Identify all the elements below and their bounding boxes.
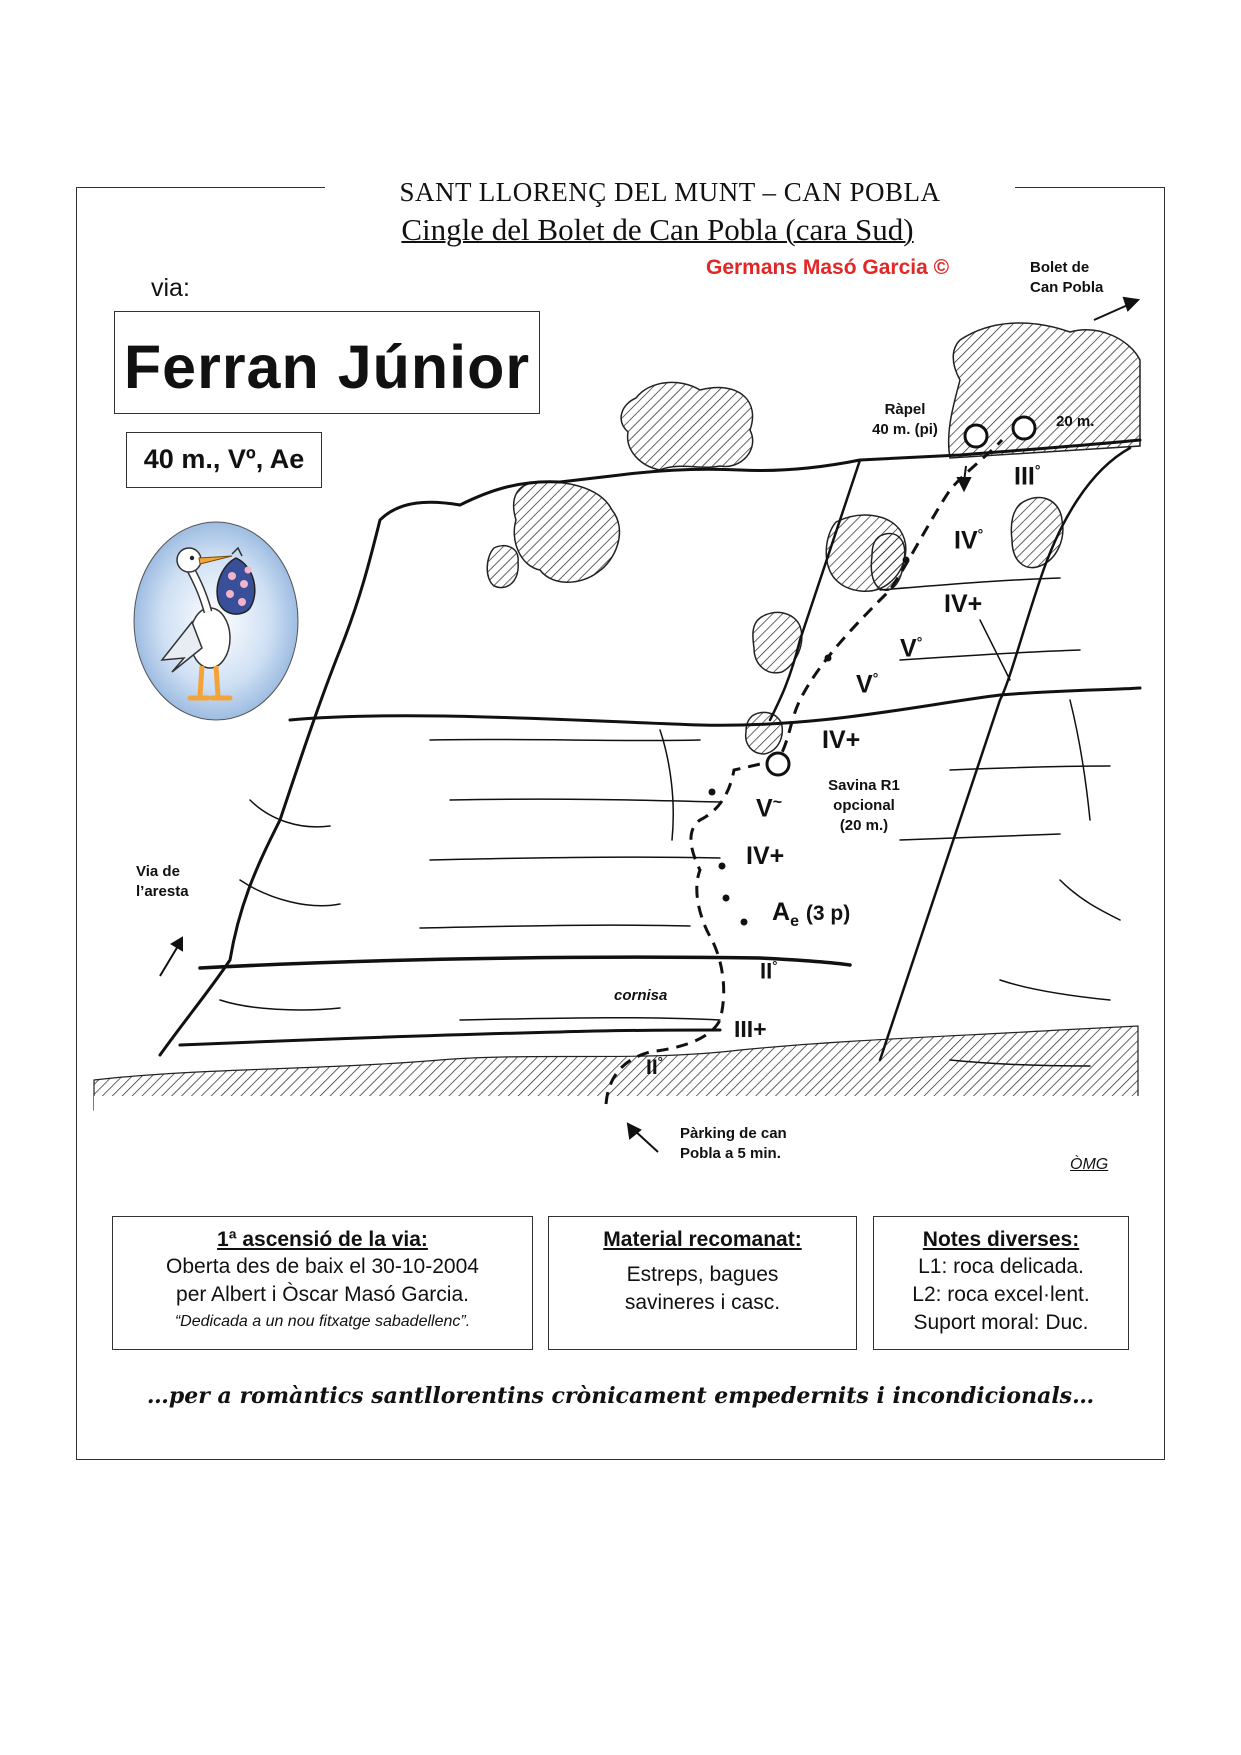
copyright-notice: Germans Masó Garcia © bbox=[706, 256, 950, 279]
grade-IV-top: IV° bbox=[954, 526, 984, 555]
belay-top bbox=[1013, 417, 1035, 439]
route-summary: 40 m., Vº, Ae bbox=[143, 444, 305, 474]
rapel-label: Ràpel 40 m. (pi) bbox=[872, 401, 938, 438]
grade-V-tilde: V~ bbox=[756, 794, 783, 823]
notes-title: Notes diverses: bbox=[922, 1228, 1080, 1251]
author-mark: ÒMG bbox=[1070, 1156, 1109, 1173]
first-ascent-box bbox=[112, 1216, 533, 1350]
crag-title: Cingle del Bolet de Can Pobla (cara Sud) bbox=[401, 212, 914, 247]
cornisa-label: cornisa bbox=[614, 987, 668, 1004]
belay-rapel bbox=[965, 425, 987, 447]
aresta-label: Via de l’aresta bbox=[136, 863, 189, 900]
material-line2: savineres i casc. bbox=[624, 1291, 781, 1314]
grade-V-a: V° bbox=[900, 634, 923, 663]
parking-label: Pàrking de can Pobla a 5 min. bbox=[680, 1125, 787, 1162]
grade-V-b: V° bbox=[856, 670, 879, 699]
grade-II-b: II° bbox=[646, 1054, 663, 1079]
via-label: via: bbox=[151, 274, 190, 302]
notes-line1: L1: roca delicada. bbox=[918, 1255, 1084, 1278]
location-title: SANT LLORENÇ DEL MUNT – CAN POBLA bbox=[399, 177, 941, 207]
rapel-20-label: 20 m. bbox=[1056, 413, 1095, 430]
material-line1: Estreps, bagues bbox=[626, 1263, 779, 1286]
material-title: Material recomanat: bbox=[603, 1228, 802, 1251]
first-ascent-line1: Oberta des de baix el 30-10-2004 bbox=[166, 1255, 479, 1278]
dedication: “Dedicada a un nou fitxatge sabadellenc”. bbox=[174, 1313, 471, 1330]
first-ascent-line2: per Albert i Òscar Masó Garcia. bbox=[176, 1283, 469, 1306]
rock-face bbox=[160, 440, 1140, 1066]
belay-savina bbox=[767, 753, 789, 775]
grade-Ae: $A_e$ (3 p) bbox=[772, 898, 851, 930]
notes-box bbox=[873, 1216, 1129, 1350]
route-name: Ferran Júnior bbox=[123, 333, 531, 401]
grade-IVp-low: IV+ bbox=[746, 842, 785, 870]
grade-IVp-mid: IV+ bbox=[822, 726, 861, 754]
savina-label: Savina R1 opcional (20 m.) bbox=[828, 777, 900, 834]
grade-III-top: III° bbox=[1014, 462, 1041, 491]
material-box bbox=[548, 1216, 857, 1350]
first-ascent-title: 1ª ascensió de la via: bbox=[217, 1228, 428, 1251]
notes-line2: L2: roca excel·lent. bbox=[912, 1283, 1090, 1306]
grade-IIIp: III+ bbox=[734, 1016, 767, 1042]
motto: …per a romàntics santllorentins crònicament empedernits i incondicionals… bbox=[146, 1383, 1095, 1409]
vegetation bbox=[487, 323, 1140, 754]
notes-line3: Suport moral: Duc. bbox=[913, 1311, 1089, 1334]
grade-IVp-top: IV+ bbox=[944, 590, 983, 618]
bolet-label: Bolet de Can Pobla bbox=[1030, 259, 1104, 296]
grade-II-a: II° bbox=[760, 958, 778, 984]
